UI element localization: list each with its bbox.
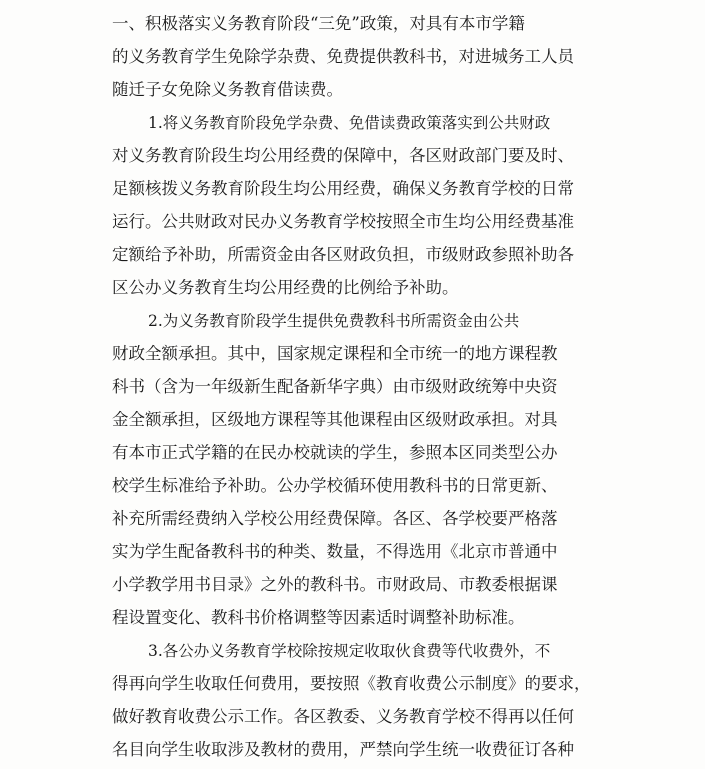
paragraph-1-line-2: 的义务教育学生免除学杂费、免费提供教科书，对进城务工人员 bbox=[112, 47, 574, 66]
paragraph-3-line-6: 校学生标准给予补助。公办学校循环使用教科书的日常更新、 bbox=[112, 476, 558, 495]
paragraph-2-line-4: 运行。公共财政对民办义务教育学校按照全市生均公用经费基准 bbox=[112, 212, 574, 231]
paragraph-4-line-4: 名目向学生收取涉及教材的费用，严禁向学生统一收费征订各种 bbox=[112, 740, 574, 759]
paragraph-4-line-1: 3.各公办义务教育学校除按规定收取伙食费等代收费外，不 bbox=[148, 642, 551, 660]
paragraph-3-line-5: 有本市正式学籍的在民办校就读的学生，参照本区同类型公办 bbox=[112, 443, 558, 462]
paragraph-2-line-1: 1.将义务教育阶段免学杂费、免借读费政策落实到公共财政 bbox=[148, 114, 551, 132]
paragraph-3-line-1: 2.为义务教育阶段学生提供免费教科书所需资金由公共 bbox=[148, 312, 520, 330]
paragraph-1-line-3: 随迁子女免除义务教育借读费。 bbox=[112, 80, 343, 99]
paragraph-2-line-3: 足额核拨义务教育阶段生均公用经费，确保义务教育学校的日常 bbox=[112, 179, 574, 198]
paragraph-3-line-3: 科书（含为一年级新生配备新华字典）由市级财政统筹中央资 bbox=[112, 377, 558, 396]
paragraph-3-line-9: 小学教学用书目录》之外的教科书。市财政局、市教委根据课 bbox=[112, 575, 558, 594]
paragraph-3-line-8: 实为学生配备教科书的种类、数量，不得选用《北京市普通中 bbox=[112, 542, 558, 561]
paragraph-4-line-3: 做好教育收费公示工作。各区教委、义务教育学校不得再以任何 bbox=[112, 707, 574, 726]
paragraph-2-line-6: 区公办义务教育生均公用经费的比例给予补助。 bbox=[112, 278, 459, 297]
paragraph-2-line-2: 对义务教育阶段生均公用经费的保障中，各区财政部门要及时、 bbox=[112, 146, 574, 165]
paragraph-4-line-2: 得再向学生收取任何费用，要按照《教育收费公示制度》的要求， bbox=[112, 674, 591, 693]
paragraph-3-line-4: 金全额承担，区级地方课程等其他课程由区级财政承担。对具 bbox=[112, 410, 558, 429]
paragraph-2-line-5: 定额给予补助，所需资金由各区财政负担，市级财政参照补助各 bbox=[112, 245, 574, 264]
paragraph-3-line-2: 财政全额承担。其中，国家规定课程和全市统一的地方课程教 bbox=[112, 344, 558, 363]
paragraph-3-line-7: 补充所需经费纳入学校公用经费保障。各区、各学校要严格落 bbox=[112, 509, 558, 528]
paragraph-1-line-1: 一、积极落实义务教育阶段“三免”政策，对具有本市学籍 bbox=[112, 14, 525, 33]
paragraph-3-line-10: 程设置变化、教科书价格调整等因素适时调整补助标准。 bbox=[112, 608, 525, 627]
